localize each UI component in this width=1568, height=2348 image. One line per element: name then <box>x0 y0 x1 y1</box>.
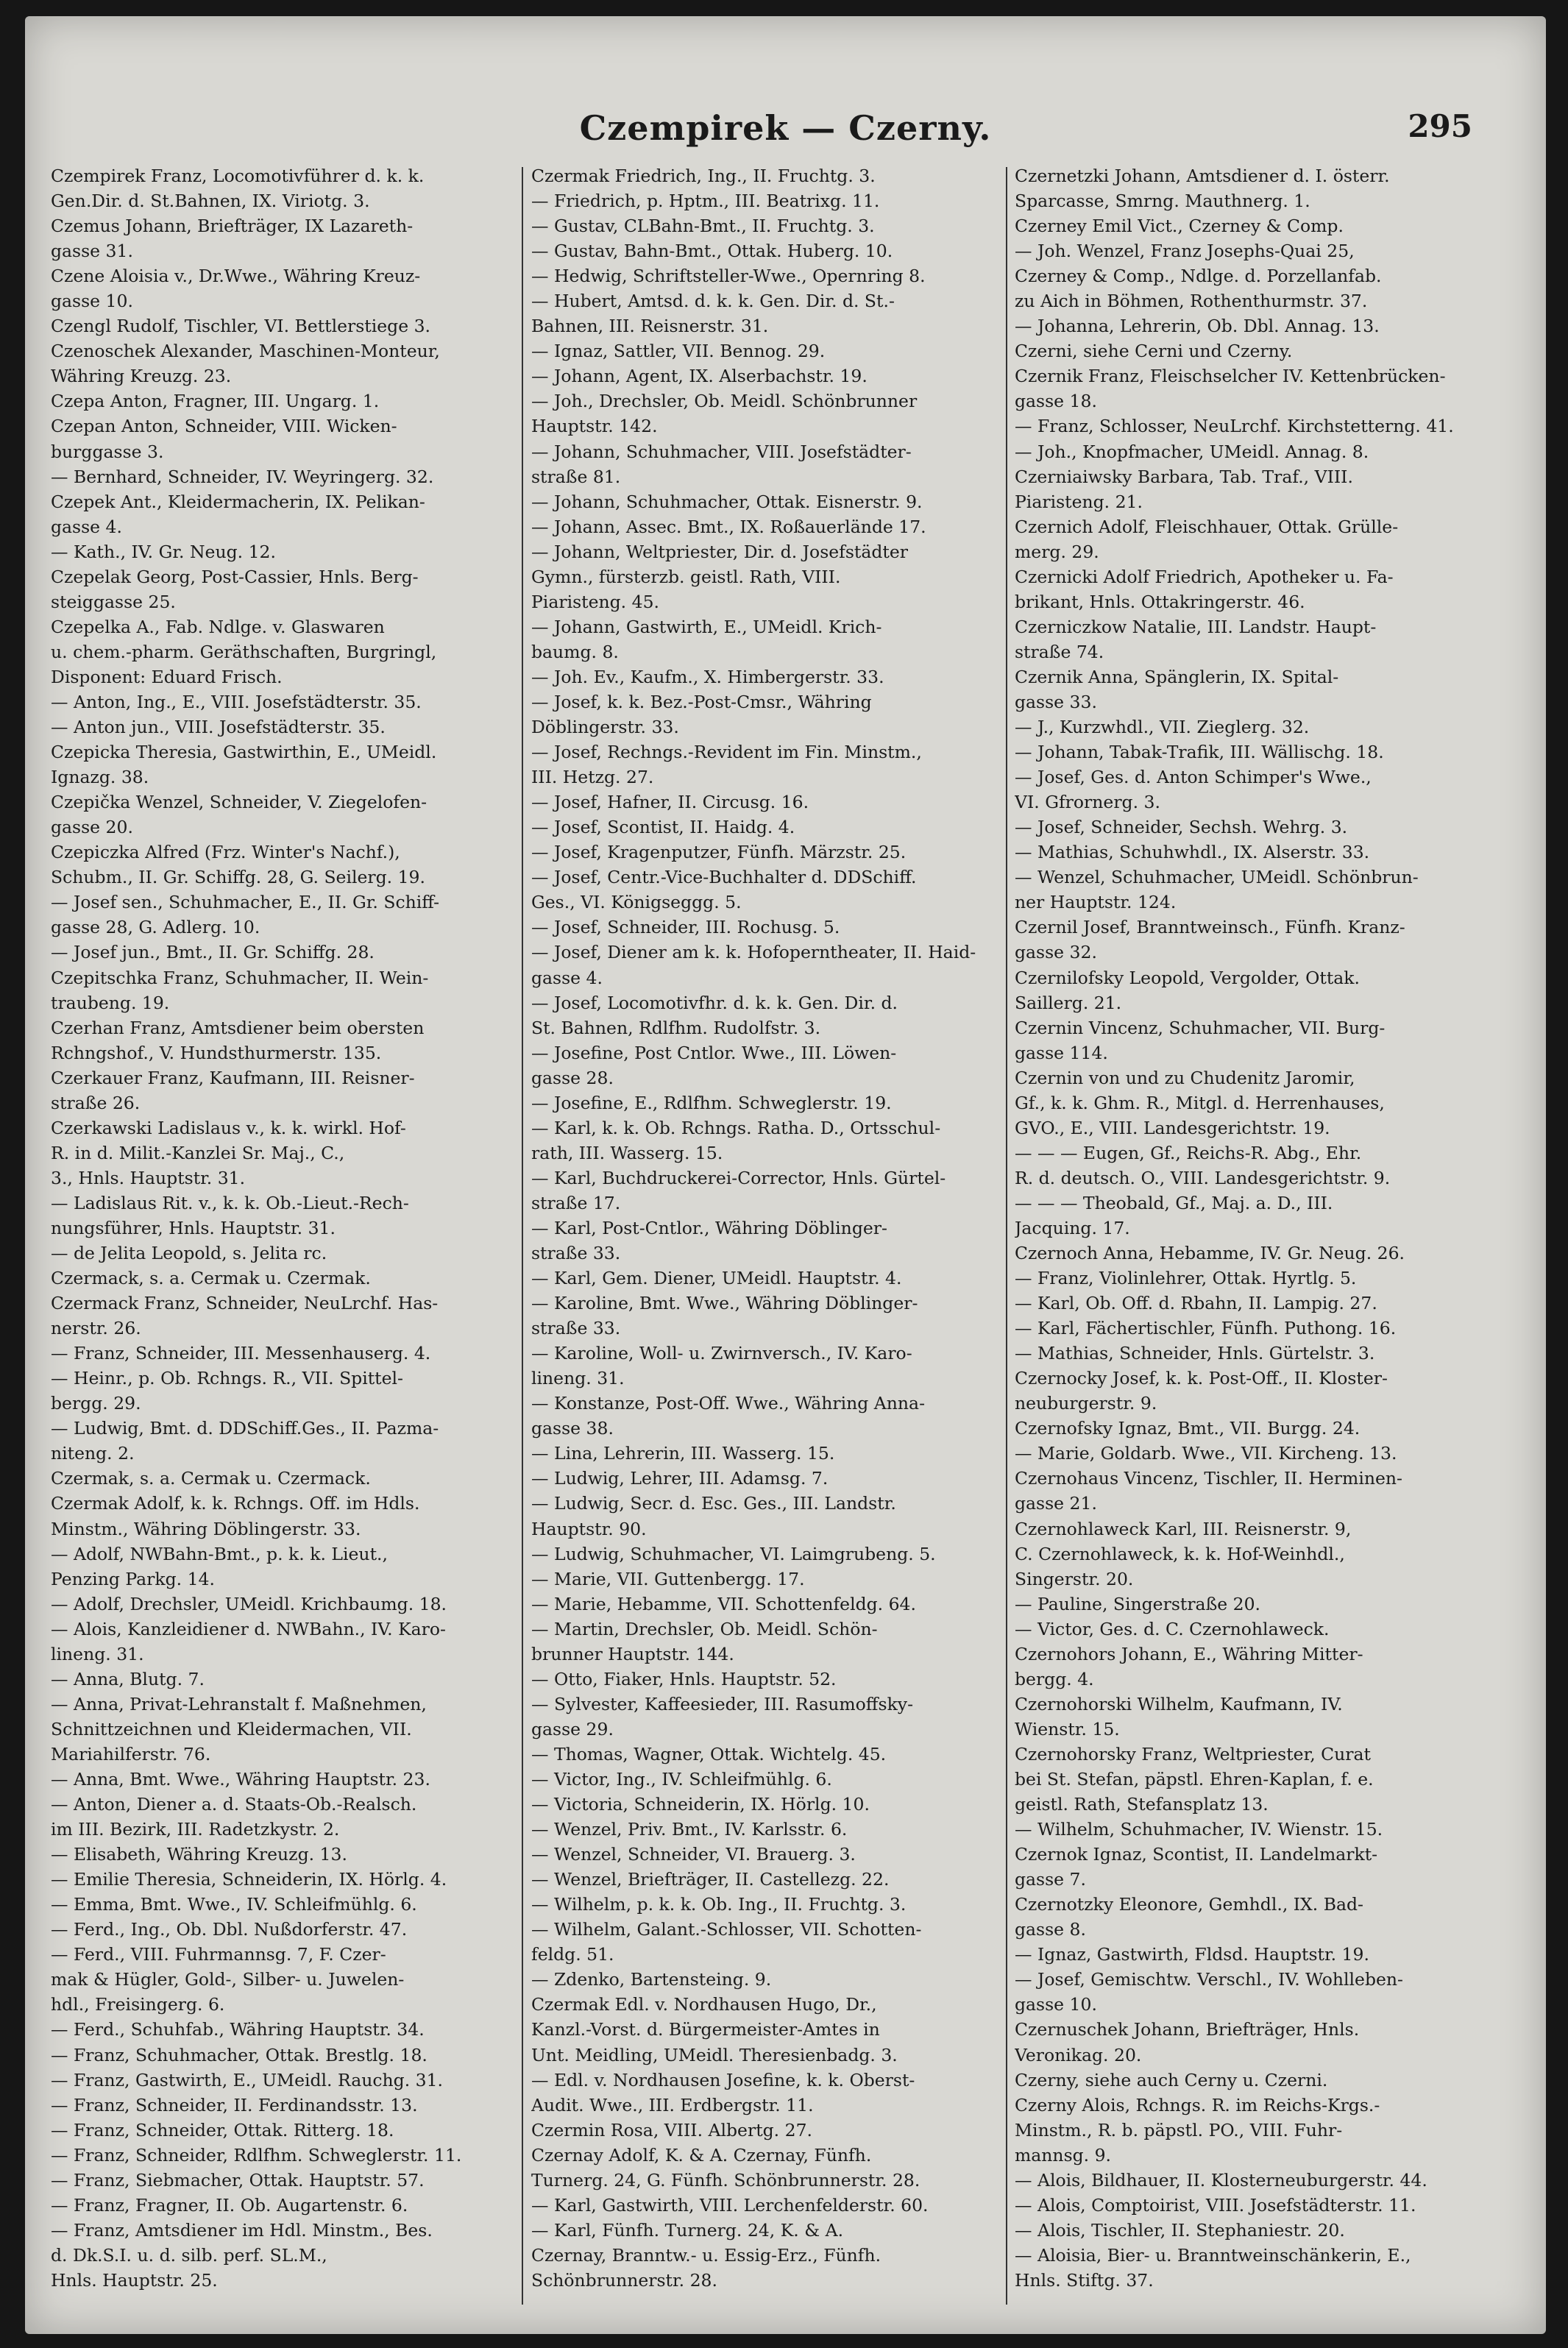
directory-entry-line: — Victor, Ges. d. C. Czernohlaweck. <box>1015 1618 1330 1639</box>
directory-entry-line: Rchngshof., V. Hundsthurmerstr. 135. <box>51 1042 382 1063</box>
directory-entry-line: Czepek Ant., Kleidermacherin, IX. Pelikan- <box>51 491 425 512</box>
directory-entry-line: — Marie, VII. Guttenbergg. 17. <box>531 1568 805 1589</box>
directory-entry-line: Ges., VI. Königseggg. 5. <box>531 892 742 913</box>
directory-entry-line: gasse 29. <box>531 1718 614 1739</box>
directory-entry-line: — Hedwig, Schriftsteller-Wwe., Opernring 8. <box>531 266 926 287</box>
directory-entry-line: St. Bahnen, Rdlfhm. Rudolfstr. 3. <box>531 1017 821 1038</box>
directory-entry-line: Czempirek Franz, Locomotivführer d. k. k. <box>51 166 425 186</box>
directory-entry-line: Czepan Anton, Schneider, VIII. Wicken- <box>51 416 397 437</box>
directory-entry-line: — Johann, Tabak-Trafik, III. Wällischg. 18. <box>1015 742 1384 763</box>
directory-entry-line: — Franz, Fragner, II. Ob. Augartenstr. 6. <box>51 2194 408 2216</box>
directory-entry-line: Czernich Adolf, Fleischhauer, Ottak. Grülle- <box>1015 516 1399 537</box>
directory-entry-line: — Josef, Diener am k. k. Hofoperntheater, II. Haid- <box>531 942 976 963</box>
page-header <box>25 86 1546 152</box>
directory-entry-line: — Franz, Schneider, II. Ferdinandsstr. 13. <box>51 2094 418 2115</box>
directory-entry-line: Jacquing. 17. <box>1015 1217 1130 1238</box>
directory-entry-line: — Ludwig, Schuhmacher, VI. Laimgrubeng. 5. <box>531 1543 936 1564</box>
directory-entry-line: Czernin von und zu Chudenitz Jaromir, <box>1015 1067 1355 1088</box>
directory-entry-line: — Ignaz, Gastwirth, Fldsd. Hauptstr. 19. <box>1015 1944 1369 1965</box>
directory-entry-line: — Johann, Agent, IX. Alserbachstr. 19. <box>531 366 868 387</box>
directory-entry-line: Czepelak Georg, Post-Cassier, Hnls. Berg- <box>51 566 419 587</box>
directory-entry-line: baumg. 8. <box>531 641 619 662</box>
directory-entry-line: bergg. 29. <box>51 1393 141 1414</box>
directory-entry-line: gasse 21. <box>1015 1493 1097 1514</box>
directory-entry-line: — Zdenko, Bartensteing. 9. <box>531 1969 772 1990</box>
directory-entry-line: — Anton, Diener a. d. Staats-Ob.-Realsch. <box>51 1794 417 1815</box>
directory-entry-line: — Ignaz, Sattler, VII. Bennog. 29. <box>531 341 826 362</box>
directory-entry-line: — Aloisia, Bier- u. Branntweinschänkerin, E., <box>1015 2244 1411 2266</box>
directory-entry-line: gasse 10. <box>1015 1994 1097 2015</box>
directory-entry-line: Czernohaus Vincenz, Tischler, II. Herminen- <box>1015 1468 1402 1489</box>
directory-entry-line: Czernok Ignaz, Scontist, II. Landelmarkt- <box>1015 1844 1378 1865</box>
directory-entry-line: Gymn., fürsterzb. geistl. Rath, VIII. <box>531 566 841 587</box>
directory-entry-line: — Franz, Schneider, Rdlfhm. Schweglerstr. 11. <box>51 2144 462 2166</box>
directory-entry-line: Kanzl.-Vorst. d. Bürgermeister-Amtes in <box>531 2019 880 2040</box>
directory-entry-line: Hauptstr. 142. <box>531 416 658 437</box>
directory-entry-line: — Wilhelm, Galant.-Schlosser, VII. Schotten- <box>531 1919 922 1940</box>
directory-entry-line: — Karl, Gem. Diener, UMeidl. Hauptstr. 4. <box>531 1268 902 1289</box>
directory-entry-line: Minstm., R. b. päpstl. PO., VIII. Fuhr- <box>1015 2119 1343 2140</box>
directory-entry-line: — Karl, Fünfh. Turnerg. 24, K. & A. <box>531 2219 844 2241</box>
directory-entry-line: — Bernhard, Schneider, IV. Weyringerg. 32. <box>51 466 434 487</box>
directory-entry-line: merg. 29. <box>1015 541 1099 562</box>
directory-entry-line: — Josef, k. k. Bez.-Post-Cmsr., Währing <box>531 691 872 712</box>
directory-entry-line: bei St. Stefan, päpstl. Ehren-Kaplan, f. e. <box>1015 1769 1374 1790</box>
directory-entry-line: Mariahilferstr. 76. <box>51 1743 211 1764</box>
directory-entry-line: nungsführer, Hnls. Hauptstr. 31. <box>51 1217 336 1238</box>
directory-entry-line: Czenoschek Alexander, Maschinen-Monteur, <box>51 341 440 362</box>
directory-entry-line: — Gustav, CLBahn-Bmt., II. Fruchtg. 3. <box>531 216 875 237</box>
directory-entry-line: Czernik Anna, Spänglerin, IX. Spital- <box>1015 666 1339 687</box>
directory-entry-line: — Joh., Knopfmacher, UMeidl. Annag. 8. <box>1015 441 1369 462</box>
directory-entry-line: — Martin, Drechsler, Ob. Meidl. Schön- <box>531 1618 878 1639</box>
directory-entry-line: Czernohorsky Franz, Weltpriester, Curat <box>1015 1743 1371 1764</box>
directory-entry-line: — Anna, Blutg. 7. <box>51 1668 205 1689</box>
directory-column-2 <box>531 163 987 2293</box>
directory-entry-line: Czepelka A., Fab. Ndlge. v. Glaswaren <box>51 616 385 637</box>
directory-entry-line: — Mathias, Schuhwhdl., IX. Alserstr. 33. <box>1015 842 1370 863</box>
directory-entry-line: Döblingerstr. 33. <box>531 717 679 738</box>
directory-entry-line: straße 33. <box>531 1243 621 1264</box>
directory-entry-line: neuburgerstr. 9. <box>1015 1393 1157 1414</box>
directory-entry-line: Czerhan Franz, Amtsdiener beim obersten <box>51 1017 425 1038</box>
directory-entry-line: — Mathias, Schneider, Hnls. Gürtelstr. 3. <box>1015 1343 1375 1364</box>
directory-entry-line: Disponent: Eduard Frisch. <box>51 666 283 687</box>
directory-entry-line: gasse 8. <box>1015 1919 1086 1940</box>
directory-entry-line: — Wenzel, Priv. Bmt., IV. Karlsstr. 6. <box>531 1819 848 1840</box>
directory-entry-line: Czermin Rosa, VIII. Albertg. 27. <box>531 2119 812 2140</box>
directory-entry-line: niteng. 2. <box>51 1443 135 1464</box>
directory-entry-line: — Karl, Fächertischler, Fünfh. Puthong. 16. <box>1015 1318 1397 1339</box>
directory-entry-line: Penzing Parkg. 14. <box>51 1568 215 1589</box>
directory-entry-line: — Alois, Tischler, II. Stephaniestr. 20. <box>1015 2219 1345 2241</box>
directory-entry-line: — Wenzel, Briefträger, II. Castellezg. 22. <box>531 1869 890 1890</box>
directory-entry-line: lineng. 31. <box>51 1643 144 1664</box>
directory-entry-line: Czernotzky Eleonore, Gemhdl., IX. Bad- <box>1015 1894 1363 1915</box>
directory-entry-line: — Josef, Hafner, II. Circusg. 16. <box>531 792 809 813</box>
directory-entry-line: — Heinr., p. Ob. Rchngs. R., VII. Spittel- <box>51 1368 403 1389</box>
directory-entry-line: Veronikag. 20. <box>1015 2044 1142 2065</box>
directory-entry-line: ner Hauptstr. 124. <box>1015 892 1177 913</box>
directory-entry-line: Czerny Alois, Rchngs. R. im Reichs-Krgs.- <box>1015 2094 1380 2115</box>
directory-entry-line: — Franz, Schneider, Ottak. Ritterg. 18. <box>51 2119 394 2140</box>
directory-entry-line: — Alois, Comptoirist, VIII. Josefstädterstr. 11. <box>1015 2194 1416 2216</box>
directory-entry-line: Czermak, s. a. Cermak u. Czermack. <box>51 1468 371 1489</box>
directory-entry-line: nerstr. 26. <box>51 1318 141 1339</box>
directory-entry-line: Czernetzki Johann, Amtsdiener d. I. österr. <box>1015 166 1390 186</box>
directory-entry-line: gasse 28, G. Adlerg. 10. <box>51 917 260 938</box>
directory-entry-line: VI. Gfrornerg. 3. <box>1015 792 1160 813</box>
directory-entry-line: Czengl Rudolf, Tischler, VI. Bettlerstiege 3. <box>51 316 431 337</box>
directory-entry-line: im III. Bezirk, III. Radetzkystr. 2. <box>51 1819 340 1840</box>
directory-entry-line: — Franz, Amtsdiener im Hdl. Minstm., Bes. <box>51 2219 433 2241</box>
directory-entry-line: — Elisabeth, Währing Kreuzg. 13. <box>51 1844 347 1865</box>
directory-entry-line: — Johanna, Lehrerin, Ob. Dbl. Annag. 13. <box>1015 316 1380 337</box>
directory-entry-line: — Anton, Ing., E., VIII. Josefstädterstr. 35. <box>51 691 422 712</box>
directory-entry-line: Czernohorski Wilhelm, Kaufmann, IV. <box>1015 1693 1343 1714</box>
directory-entry-line: gasse 7. <box>1015 1869 1086 1890</box>
directory-entry-line: brunner Hauptstr. 144. <box>531 1643 734 1664</box>
directory-entry-line: — Josef, Locomotivfhr. d. k. k. Gen. Dir. d. <box>531 992 898 1013</box>
directory-entry-line: — Edl. v. Nordhausen Josefine, k. k. Oberst- <box>531 2069 915 2090</box>
directory-entry-line: Gf., k. k. Ghm. R., Mitgl. d. Herrenhauses, <box>1015 1092 1385 1113</box>
directory-entry-line: — Johann, Gastwirth, E., UMeidl. Krich- <box>531 616 882 637</box>
directory-entry-line: gasse 20. <box>51 817 133 838</box>
directory-entry-line: — Ludwig, Lehrer, III. Adamsg. 7. <box>531 1468 829 1489</box>
directory-entry-line: Unt. Meidling, UMeidl. Theresienbadg. 3. <box>531 2044 898 2065</box>
directory-entry-line: Czernohlaweck Karl, III. Reisnerstr. 9, <box>1015 1518 1352 1539</box>
directory-entry-line: R. in d. Milit.-Kanzlei Sr. Maj., C., <box>51 1142 345 1163</box>
directory-entry-line: brikant, Hnls. Ottakringerstr. 46. <box>1015 591 1305 612</box>
directory-entry-line: gasse 28. <box>531 1067 614 1088</box>
directory-entry-line: — Anna, Bmt. Wwe., Währing Hauptstr. 23. <box>51 1769 430 1790</box>
directory-entry-line: straße 17. <box>531 1192 621 1213</box>
directory-entry-line: gasse 18. <box>1015 391 1097 412</box>
directory-entry-line: — Ladislaus Rit. v., k. k. Ob.-Lieut.-Rech- <box>51 1192 409 1213</box>
directory-entry-line: Czernoch Anna, Hebamme, IV. Gr. Neug. 26. <box>1015 1243 1405 1264</box>
directory-entry-line: Czermak Friedrich, Ing., II. Fruchtg. 3. <box>531 166 876 186</box>
directory-entry-line: Schubm., II. Gr. Schiffg. 28, G. Seilerg. 19. <box>51 867 425 888</box>
directory-entry-line: Schnittzeichnen und Kleidermachen, VII. <box>51 1718 412 1739</box>
directory-entry-line: Czernay, Branntw.- u. Essig-Erz., Fünfh. <box>531 2244 881 2266</box>
directory-entry-line: — Johann, Schuhmacher, VIII. Josefstädter- <box>531 441 912 462</box>
directory-entry-line: geistl. Rath, Stefansplatz 13. <box>1015 1794 1269 1815</box>
directory-entry-line: straße 81. <box>531 466 621 487</box>
directory-entry-line: — Konstanze, Post-Off. Wwe., Währing Anna- <box>531 1393 926 1414</box>
directory-entry-line: steiggasse 25. <box>51 591 176 612</box>
directory-entry-line: — Ferd., Ing., Ob. Dbl. Nußdorferstr. 47. <box>51 1919 408 1940</box>
directory-entry-line: R. d. deutsch. O., VIII. Landesgerichtstr. 9. <box>1015 1167 1391 1188</box>
directory-entry-line: Hauptstr. 90. <box>531 1518 647 1539</box>
directory-entry-line: — Franz, Gastwirth, E., UMeidl. Rauchg. 31. <box>51 2069 444 2090</box>
directory-entry-line: Piaristeng. 21. <box>1015 491 1143 512</box>
directory-entry-line: Währing Kreuzg. 23. <box>51 366 232 387</box>
directory-entry-line: Czernilofsky Leopold, Vergolder, Ottak. <box>1015 967 1360 988</box>
directory-entry-line: — Josef, Schneider, Sechsh. Wehrg. 3. <box>1015 817 1348 838</box>
directory-entry-line: — Josef, Scontist, II. Haidg. 4. <box>531 817 795 838</box>
directory-entry-line: Czepitschka Franz, Schuhmacher, II. Wein- <box>51 967 429 988</box>
directory-entry-line: — J., Kurzwhdl., VII. Zieglerg. 32. <box>1015 717 1310 738</box>
directory-entry-line: burggasse 3. <box>51 441 164 462</box>
running-title: Czempirek — Czerny. <box>579 108 992 148</box>
directory-entry-line: — Friedrich, p. Hptm., III. Beatrixg. 11. <box>531 191 880 212</box>
directory-entry-line: Bahnen, III. Reisnerstr. 31. <box>531 316 769 337</box>
directory-entry-line: gasse 114. <box>1015 1042 1108 1063</box>
directory-entry-line: — Franz, Schlosser, NeuLrchf. Kirchstetterng. 41. <box>1015 416 1454 437</box>
directory-entry-line: Czerkauer Franz, Kaufmann, III. Reisner- <box>51 1067 415 1088</box>
directory-entry-line: — Karoline, Woll- u. Zwirnversch., IV. Karo- <box>531 1343 912 1364</box>
column-divider <box>1006 167 1007 2305</box>
directory-entry-line: gasse 4. <box>531 967 603 988</box>
directory-entry-line: — Thomas, Wagner, Ottak. Wichtelg. 45. <box>531 1743 887 1764</box>
directory-entry-line: gasse 31. <box>51 241 133 262</box>
directory-entry-line: gasse 4. <box>51 516 122 537</box>
directory-entry-line: — Anton jun., VIII. Josefstädterstr. 35. <box>51 717 386 738</box>
directory-entry-line: — Josef, Rechngs.-Revident im Fin. Minstm., <box>531 742 922 763</box>
directory-entry-line: gasse 33. <box>1015 691 1097 712</box>
directory-entry-line: Czernohors Johann, E., Währing Mitter- <box>1015 1643 1363 1664</box>
directory-entry-line: — Alois, Kanzleidiener d. NWBahn., IV. Karo- <box>51 1618 446 1639</box>
directory-entry-line: — Wilhelm, Schuhmacher, IV. Wienstr. 15. <box>1015 1819 1383 1840</box>
directory-entry-line: — Victoria, Schneiderin, IX. Hörlg. 10. <box>531 1794 870 1815</box>
directory-entry-line: — Wenzel, Schuhmacher, UMeidl. Schönbrun- <box>1015 867 1419 888</box>
directory-entry-line: mannsg. 9. <box>1015 2144 1112 2166</box>
directory-entry-line: Gen.Dir. d. St.Bahnen, IX. Viriotg. 3. <box>51 191 370 212</box>
directory-entry-line: — Karl, k. k. Ob. Rchngs. Ratha. D., Ortsschul- <box>531 1117 941 1138</box>
directory-entry-line: Wienstr. 15. <box>1015 1718 1120 1739</box>
directory-entry-line: — Josef, Ges. d. Anton Schimper's Wwe., <box>1015 767 1372 788</box>
directory-entry-line: gasse 38. <box>531 1418 614 1439</box>
directory-entry-line: — de Jelita Leopold, s. Jelita rc. <box>51 1243 327 1264</box>
directory-entry-line: Czernay Adolf, K. & A. Czernay, Fünfh. <box>531 2144 872 2166</box>
directory-entry-line: Czepa Anton, Fragner, III. Ungarg. 1. <box>51 391 380 412</box>
directory-entry-line: Czerniczkow Natalie, III. Landstr. Haupt- <box>1015 616 1377 637</box>
directory-entry-line: Czermak Edl. v. Nordhausen Hugo, Dr., <box>531 1994 877 2015</box>
directory-entry-line: Czerney Emil Vict., Czerney & Comp. <box>1015 216 1344 237</box>
directory-entry-line: — Josef, Schneider, III. Rochusg. 5. <box>531 917 840 938</box>
directory-entry-line: — Karoline, Bmt. Wwe., Währing Döblinger- <box>531 1293 918 1314</box>
directory-entry-line: — Wilhelm, p. k. k. Ob. Ing., II. Fruchtg. 3. <box>531 1894 907 1915</box>
directory-entry-line: — Marie, Goldarb. Wwe., VII. Kircheng. 13. <box>1015 1443 1397 1464</box>
directory-entry-line: Czernil Josef, Branntweinsch., Fünfh. Kranz- <box>1015 917 1405 938</box>
directory-entry-line: — Franz, Violinlehrer, Ottak. Hyrtlg. 5. <box>1015 1268 1357 1289</box>
directory-entry-line: — Ludwig, Secr. d. Esc. Ges., III. Landstr. <box>531 1493 896 1514</box>
directory-column-3 <box>1015 163 1471 2293</box>
column-divider <box>522 167 523 2305</box>
directory-entry-line: lineng. 31. <box>531 1368 625 1389</box>
directory-entry-line: Czernik Franz, Fleischselcher IV. Kettenbrücken- <box>1015 366 1446 387</box>
directory-entry-line: — Josefine, E., Rdlfhm. Schweglerstr. 19. <box>531 1092 892 1113</box>
directory-entry-line: Hnls. Stiftg. 37. <box>1015 2269 1154 2291</box>
directory-entry-line: — Marie, Hebamme, VII. Schottenfeldg. 64. <box>531 1593 916 1614</box>
directory-entry-line: — Adolf, NWBahn-Bmt., p. k. k. Lieut., <box>51 1543 388 1564</box>
directory-entry-line: traubeng. 19. <box>51 992 170 1013</box>
directory-entry-line: Schönbrunnerstr. 28. <box>531 2269 717 2291</box>
directory-entry-line: — Karl, Ob. Off. d. Rbahn, II. Lampig. 27. <box>1015 1293 1377 1314</box>
directory-entry-line: Turnerg. 24, G. Fünfh. Schönbrunnerstr. 28. <box>531 2169 920 2191</box>
directory-entry-line: Czene Aloisia v., Dr.Wwe., Währing Kreuz- <box>51 266 421 287</box>
directory-entry-line: Czernofsky Ignaz, Bmt., VII. Burgg. 24. <box>1015 1418 1361 1439</box>
directory-entry-line: feldg. 51. <box>531 1944 614 1965</box>
directory-entry-line: Czermack, s. a. Cermak u. Czermak. <box>51 1268 371 1289</box>
directory-entry-line: Czernocky Josef, k. k. Post-Off., II. Kloster- <box>1015 1368 1388 1389</box>
directory-entry-line: Czemus Johann, Briefträger, IX Lazareth- <box>51 216 414 237</box>
directory-entry-line: — Josef sen., Schuhmacher, E., II. Gr. Schiff- <box>51 892 440 913</box>
directory-entry-line: — Victor, Ing., IV. Schleifmühlg. 6. <box>531 1769 832 1790</box>
directory-entry-line: — Franz, Schneider, III. Messenhauserg. 4. <box>51 1343 431 1364</box>
directory-entry-line: — Joh. Wenzel, Franz Josephs-Quai 25, <box>1015 241 1355 262</box>
directory-column-1 <box>51 163 507 2293</box>
directory-entry-line: — Franz, Siebmacher, Ottak. Hauptstr. 57. <box>51 2169 425 2191</box>
directory-entry-line: — Gustav, Bahn-Bmt., Ottak. Huberg. 10. <box>531 241 893 262</box>
directory-entry-line: — Johann, Assec. Bmt., IX. Roßauerlände 17. <box>531 516 926 537</box>
directory-entry-line: gasse 32. <box>1015 942 1097 963</box>
directory-entry-line: 3., Hnls. Hauptstr. 31. <box>51 1167 246 1188</box>
directory-entry-line: Czerny, siehe auch Cerny u. Czerni. <box>1015 2069 1328 2090</box>
directory-entry-line: — Wenzel, Schneider, VI. Brauerg. 3. <box>531 1844 856 1865</box>
directory-entry-line: Czernicki Adolf Friedrich, Apotheker u. Fa- <box>1015 566 1394 587</box>
directory-entry-line: Czermack Franz, Schneider, NeuLrchf. Has- <box>51 1293 439 1314</box>
directory-entry-line: — Josefine, Post Cntlor. Wwe., III. Löwen- <box>531 1042 897 1063</box>
directory-entry-line: gasse 10. <box>51 291 133 312</box>
directory-entry-line: Ignazg. 38. <box>51 767 149 788</box>
directory-entry-line: Sparcasse, Smrng. Mauthnerg. 1. <box>1015 191 1310 212</box>
directory-entry-line: Czerniaiwsky Barbara, Tab. Traf., VIII. <box>1015 466 1353 487</box>
directory-entry-line: Czerni, siehe Cerni und Czerny. <box>1015 341 1293 362</box>
directory-entry-line: — Karl, Gastwirth, VIII. Lerchenfelderstr. 60. <box>531 2194 929 2216</box>
directory-entry-line: d. Dk.S.I. u. d. silb. perf. SL.M., <box>51 2244 327 2266</box>
directory-entry-line: Czermak Adolf, k. k. Rchngs. Off. im Hdls. <box>51 1493 420 1514</box>
directory-entry-line: Piaristeng. 45. <box>531 591 659 612</box>
directory-entry-line: — Pauline, Singerstraße 20. <box>1015 1593 1261 1614</box>
directory-entry-line: — Ferd., Schuhfab., Währing Hauptstr. 34. <box>51 2019 425 2040</box>
directory-entry-line: — Franz, Schuhmacher, Ottak. Brestlg. 18. <box>51 2044 428 2065</box>
directory-entry-line: Hnls. Hauptstr. 25. <box>51 2269 218 2291</box>
directory-entry-line: — Josef, Gemischtw. Verschl., IV. Wohlleben- <box>1015 1969 1403 1990</box>
directory-entry-line: hdl., Freisingerg. 6. <box>51 1994 225 2015</box>
directory-entry-line: straße 33. <box>531 1318 621 1339</box>
directory-entry-line: — Josef, Centr.-Vice-Buchhalter d. DDSchiff. <box>531 867 917 888</box>
directory-entry-line: Czerney & Comp., Ndlge. d. Porzellanfab. <box>1015 266 1382 287</box>
directory-entry-line: — Anna, Privat-Lehranstalt f. Maßnehmen, <box>51 1693 427 1714</box>
directory-entry-line: Minstm., Währing Döblingerstr. 33. <box>51 1518 361 1539</box>
directory-entry-line: rath, III. Wasserg. 15. <box>531 1142 723 1163</box>
directory-entry-line: — Sylvester, Kaffeesieder, III. Rasumoffsky- <box>531 1693 914 1714</box>
directory-entry-line: straße 26. <box>51 1092 141 1113</box>
directory-entry-line: Czepička Wenzel, Schneider, V. Ziegelofen- <box>51 792 428 813</box>
directory-entry-line: — Lina, Lehrerin, III. Wasserg. 15. <box>531 1443 835 1464</box>
page-number: 295 <box>1408 108 1472 144</box>
directory-entry-line: — Joh., Drechsler, Ob. Meidl. Schönbrunner <box>531 391 918 412</box>
directory-entry-line: — Joh. Ev., Kaufm., X. Himbergerstr. 33. <box>531 666 884 687</box>
directory-entry-line: bergg. 4. <box>1015 1668 1094 1689</box>
directory-entry-line: — Hubert, Amtsd. d. k. k. Gen. Dir. d. St.- <box>531 291 895 312</box>
directory-entry-line: GVO., E., VIII. Landesgerichtstr. 19. <box>1015 1117 1330 1138</box>
directory-entry-line: — Kath., IV. Gr. Neug. 12. <box>51 541 276 562</box>
directory-entry-line: — Josef jun., Bmt., II. Gr. Schiffg. 28. <box>51 942 375 963</box>
directory-entry-line: — — — Eugen, Gf., Reichs-R. Abg., Ehr. <box>1015 1142 1362 1163</box>
directory-entry-line: — — — Theobald, Gf., Maj. a. D., III. <box>1015 1192 1333 1213</box>
directory-entry-line: Czernin Vincenz, Schuhmacher, VII. Burg- <box>1015 1017 1386 1038</box>
directory-entry-line: — Emma, Bmt. Wwe., IV. Schleifmühlg. 6. <box>51 1894 417 1915</box>
directory-entry-line: Czernuschek Johann, Briefträger, Hnls. <box>1015 2019 1360 2040</box>
directory-entry-line: — Karl, Buchdruckerei-Corrector, Hnls. Gürtel- <box>531 1167 946 1188</box>
directory-entry-line: Saillerg. 21. <box>1015 992 1122 1013</box>
directory-entry-line: Czepicka Theresia, Gastwirthin, E., UMeidl. <box>51 742 437 763</box>
directory-entry-line: III. Hetzg. 27. <box>531 767 654 788</box>
directory-entry-line: C. Czernohlaweck, k. k. Hof-Weinhdl., <box>1015 1543 1345 1564</box>
directory-entry-line: — Emilie Theresia, Schneiderin, IX. Hörlg. 4. <box>51 1869 447 1890</box>
directory-entry-line: — Johann, Weltpriester, Dir. d. Josefstädter <box>531 541 909 562</box>
directory-entry-line: Czepiczka Alfred (Frz. Winter's Nachf.), <box>51 842 400 863</box>
directory-entry-line: mak & Hügler, Gold-, Silber- u. Juwelen- <box>51 1969 405 1990</box>
directory-entry-line: — Josef, Kragenputzer, Fünfh. Märzstr. 25. <box>531 842 907 863</box>
directory-entry-line: — Otto, Fiaker, Hnls. Hauptstr. 52. <box>531 1668 837 1689</box>
directory-entry-line: Czerkawski Ladislaus v., k. k. wirkl. Hof- <box>51 1117 406 1138</box>
directory-entry-line: straße 74. <box>1015 641 1104 662</box>
directory-entry-line: — Johann, Schuhmacher, Ottak. Eisnerstr. 9. <box>531 491 923 512</box>
directory-entry-line: — Adolf, Drechsler, UMeidl. Krichbaumg. 18. <box>51 1593 447 1614</box>
directory-entry-line: Singerstr. 20. <box>1015 1568 1134 1589</box>
directory-entry-line: Audit. Wwe., III. Erdbergstr. 11. <box>531 2094 814 2115</box>
directory-entry-line: — Ferd., VIII. Fuhrmannsg. 7, F. Czer- <box>51 1944 386 1965</box>
directory-entry-line: — Karl, Post-Cntlor., Währing Döblinger- <box>531 1217 887 1238</box>
directory-entry-line: zu Aich in Böhmen, Rothenthurmstr. 37. <box>1015 291 1368 312</box>
directory-page <box>25 16 1546 2334</box>
directory-entry-line: — Ludwig, Bmt. d. DDSchiff.Ges., II. Pazma- <box>51 1418 439 1439</box>
directory-entry-line: — Alois, Bildhauer, II. Klosterneuburgerstr. 44. <box>1015 2169 1427 2191</box>
directory-entry-line: u. chem.-pharm. Geräthschaften, Burgringl, <box>51 641 437 662</box>
